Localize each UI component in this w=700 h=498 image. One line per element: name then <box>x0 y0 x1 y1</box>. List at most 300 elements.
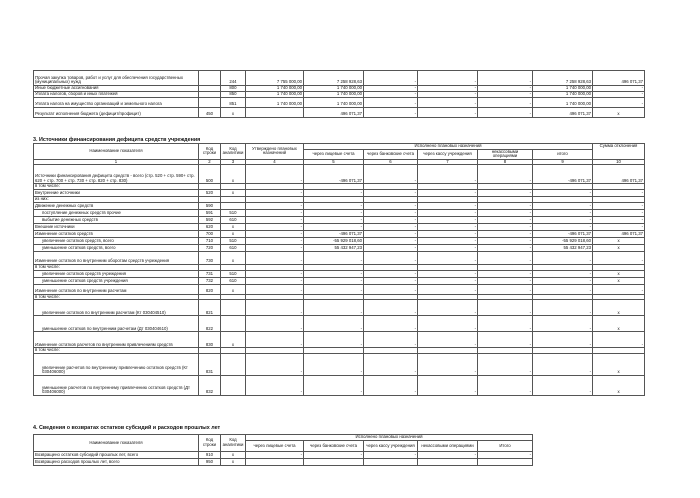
table-cell: - <box>364 277 418 284</box>
table-row <box>34 237 645 244</box>
table-cell: в том числе: <box>34 264 199 270</box>
table-cell: 450 <box>199 108 221 118</box>
table-cell: - <box>418 223 478 230</box>
table-cell: из них: <box>34 196 199 202</box>
table-cell: x <box>593 375 645 395</box>
table-cell: - <box>418 375 478 395</box>
table-cell: - <box>418 277 478 284</box>
table-cell: - <box>593 98 645 108</box>
table-cell: - <box>304 284 364 294</box>
table-cell: - <box>246 277 304 284</box>
table-cell: - <box>478 316 533 332</box>
table-cell: - <box>364 209 418 216</box>
table-cell: - <box>246 452 304 459</box>
table-cell: 1 740 000,00 <box>533 92 593 98</box>
table-cell: - <box>478 270 533 277</box>
table-cell: - <box>364 244 418 251</box>
table-cell: - <box>478 284 533 294</box>
table-cell: 510 <box>221 209 246 216</box>
table-cell: x <box>221 459 246 466</box>
table-cell: - <box>533 209 593 216</box>
table-cell: 7 258 928,63 <box>533 71 593 86</box>
table-cell: 822 <box>199 316 221 332</box>
table-cell: - <box>418 244 478 251</box>
table-cell: 496 071,37 <box>593 71 645 86</box>
table-cell: -496 071,37 <box>304 230 364 237</box>
table-cell: 500 <box>199 165 221 184</box>
table-cell: 732 <box>199 277 221 284</box>
table-cell: - <box>246 209 304 216</box>
table-cell: - <box>364 92 418 98</box>
table-cell: - <box>364 237 418 244</box>
table-cell: - <box>418 202 478 209</box>
col-header-non-cash: некассовыми операциями <box>418 441 478 452</box>
col-header-total: итого <box>533 149 593 159</box>
table-row <box>34 165 645 184</box>
table-cell: - <box>304 316 364 332</box>
table-row <box>34 71 645 86</box>
table-cell: - <box>478 71 533 86</box>
col-number: 9 <box>533 159 593 165</box>
table-cell: - <box>364 353 418 375</box>
table-cell: Источники финансирования дефицита средств - всего (стр. 520 + стр. 590+ стр. 620 + стр. 700 + стр. 730 + стр. 820 + стр. 830) <box>34 165 199 184</box>
table-cell: - <box>478 216 533 223</box>
table-cell: Движение денежных средств <box>34 202 199 209</box>
col-header-name: Наименование показателя <box>34 435 199 452</box>
table-cell: - <box>478 202 533 209</box>
col-header-personal-accounts: через лицевые счета <box>246 441 304 452</box>
table-cell: 7 755 000,00 <box>246 71 304 86</box>
table-cell: 610 <box>221 216 246 223</box>
table-cell: - <box>593 216 645 223</box>
table-cell: - <box>478 98 533 108</box>
table-cell: - <box>246 237 304 244</box>
table-cell: - <box>478 251 533 264</box>
table-cell: 830 <box>199 332 221 348</box>
col-header-non-cash: некассовыми операциями <box>478 149 533 159</box>
table-cell: 1 740 000,00 <box>533 86 593 92</box>
table-cell: x <box>221 165 246 184</box>
table-row <box>34 277 645 284</box>
table-row <box>34 375 645 395</box>
table-cell <box>221 353 246 375</box>
table-cell: - <box>246 251 304 264</box>
col-number: 6 <box>364 159 418 165</box>
table-cell <box>221 316 246 332</box>
col-number: 8 <box>478 159 533 165</box>
table-cell: - <box>246 223 304 230</box>
col-header-deviation: Сумма отклонения <box>593 144 645 160</box>
table-cell <box>478 459 533 466</box>
table-cell <box>418 459 478 466</box>
table-cell: поступление денежных средств прочие <box>34 209 199 216</box>
table-cell: x <box>221 452 246 459</box>
table-cell: - <box>593 332 645 348</box>
table-cell: - <box>246 284 304 294</box>
table-cell: - <box>478 209 533 216</box>
table-cell: - <box>533 316 593 332</box>
table-cell: 592 <box>199 216 221 223</box>
table-cell: - <box>418 216 478 223</box>
table-cell: - <box>246 216 304 223</box>
table-cell: - <box>418 209 478 216</box>
table-cell: Изменение остатков по внутренним расчетам <box>34 284 199 294</box>
table-cell: - <box>593 202 645 209</box>
table-row <box>34 189 645 196</box>
table-cell: - <box>364 300 418 316</box>
table-row <box>34 251 645 264</box>
table-cell: - <box>304 189 364 196</box>
table-cell: - <box>364 332 418 348</box>
table-cell: - <box>246 353 304 375</box>
table-cell: - <box>418 71 478 86</box>
table-cell <box>199 98 221 108</box>
table-cell: 510 <box>221 270 246 277</box>
table-cell: - <box>533 300 593 316</box>
table-cell: - <box>593 92 645 98</box>
col-header-total: Итого <box>478 441 533 452</box>
table-cell: уменьшение расчетов по внутреннему привлечению остатков средств (Дт 030406000) <box>34 375 199 395</box>
table-cell: x <box>221 108 246 118</box>
table-cell: - <box>478 375 533 395</box>
table-cell: - <box>533 189 593 196</box>
table-row <box>34 452 533 459</box>
table-cell: - <box>478 165 533 184</box>
col-header-line-code: Код строки <box>199 435 221 452</box>
table-cell: - <box>593 86 645 92</box>
table-cell: 55 432 947,23 <box>533 244 593 251</box>
table-cell <box>221 202 246 209</box>
col-number: 2 <box>199 159 221 165</box>
table-cell: Уплата налога на имущество организаций и земельного налога <box>34 98 199 108</box>
table-cell: - <box>246 202 304 209</box>
table-cell <box>221 375 246 395</box>
table-cell: x <box>221 251 246 264</box>
table-cell: - <box>304 251 364 264</box>
table-cell: - <box>478 353 533 375</box>
table-cell: - <box>418 98 478 108</box>
table-cell: 910 <box>199 452 221 459</box>
table-cell: - <box>304 223 364 230</box>
table-cell: - <box>364 270 418 277</box>
table-cell: - <box>246 189 304 196</box>
table-cell: 1 740 000,00 <box>246 86 304 92</box>
table-cell: - <box>478 230 533 237</box>
table-cell: Изменение остатков расчетов по внутренним привлечениям средств <box>34 332 199 348</box>
table-cell: - <box>418 332 478 348</box>
table-cell: x <box>221 189 246 196</box>
table-cell: - <box>478 452 533 459</box>
table-row <box>34 316 645 332</box>
col-header-analytics-code: Код аналитики <box>221 144 246 160</box>
table-cell: 510 <box>221 237 246 244</box>
table-cell: - <box>478 223 533 230</box>
table-cell: - <box>364 452 418 459</box>
table-cell: - <box>246 270 304 277</box>
table-cell: -496 071,37 <box>533 230 593 237</box>
table-cell: Возвращено расходов прошлых лет, всего <box>34 459 199 466</box>
table-cell: - <box>364 189 418 196</box>
table-cell: Уплата налогов, сборов и иных платежей <box>34 92 199 98</box>
table-cell: - <box>533 277 593 284</box>
table-cell: - <box>418 353 478 375</box>
table-cell: 1 740 000,00 <box>246 92 304 98</box>
table-cell: увеличение остатков по внутренним расчетам (Кт 030404510) <box>34 300 199 316</box>
table-cell: - <box>418 251 478 264</box>
table-cell: x <box>593 353 645 375</box>
table-cell: - <box>364 71 418 86</box>
table-cell: -55 929 018,60 <box>533 237 593 244</box>
table-cell: - <box>304 332 364 348</box>
table-cell: 244 <box>221 71 246 86</box>
col-number: 3 <box>221 159 246 165</box>
col-header-executed-group: Исполнено плановых назначений <box>304 144 593 150</box>
table-row <box>34 230 645 237</box>
table-cell: 610 <box>221 277 246 284</box>
table-cell: 496 071,37 <box>533 108 593 118</box>
table-cell: - <box>246 316 304 332</box>
table-cell: 720 <box>199 244 221 251</box>
table-cell: - <box>533 202 593 209</box>
table-cell: - <box>246 244 304 251</box>
table-cell: 820 <box>199 284 221 294</box>
table-cell <box>246 459 304 466</box>
table-cell: - <box>418 270 478 277</box>
table-cell: увеличение остатков средств, всего <box>34 237 199 244</box>
table-cell: - <box>533 375 593 395</box>
table-row <box>34 108 645 118</box>
table-cell: - <box>364 223 418 230</box>
table-cell: - <box>364 108 418 118</box>
table-cell: - <box>304 202 364 209</box>
col-header-approved: Утверждено плановых назначений <box>246 144 304 160</box>
table-cell: - <box>304 353 364 375</box>
table-cell: - <box>304 277 364 284</box>
table-cell: - <box>418 189 478 196</box>
table-cell: 800 <box>221 86 246 92</box>
table-cell: - <box>364 202 418 209</box>
table-cell: Иные бюджетные ассигнования <box>34 86 199 92</box>
table-cell: x <box>221 284 246 294</box>
table-cell: 730 <box>199 251 221 264</box>
table-cell: 610 <box>221 244 246 251</box>
table-cell: - <box>593 251 645 264</box>
table-cell: 731 <box>199 270 221 277</box>
table-cell: - <box>533 284 593 294</box>
table-cell: - <box>418 86 478 92</box>
table-cell: x <box>221 332 246 348</box>
table-row <box>34 223 645 230</box>
table-cell: x <box>593 270 645 277</box>
table-cell: Результат исполнения бюджета (дефицит/профицит) <box>34 108 199 118</box>
table-cell: 496 071,37 <box>304 108 364 118</box>
table-cell: - <box>593 223 645 230</box>
table-cell: - <box>478 244 533 251</box>
table-cell: - <box>418 108 478 118</box>
table-cell: -496 071,37 <box>533 165 593 184</box>
table-cell: - <box>478 237 533 244</box>
table-cell: уменьшение остатков средств учреждения <box>34 277 199 284</box>
table-cell: x <box>593 277 645 284</box>
table-cell: 710 <box>199 237 221 244</box>
table-cell: 821 <box>199 300 221 316</box>
table-cell: - <box>533 223 593 230</box>
deficit-sources-table <box>33 143 645 396</box>
section3-title: 3. Источники финансирования дефицита средств учреждения <box>33 137 201 143</box>
table-cell: - <box>364 251 418 264</box>
table-cell <box>221 300 246 316</box>
table-cell: - <box>304 270 364 277</box>
table-cell <box>304 459 364 466</box>
table-row <box>34 244 645 251</box>
table-cell <box>364 459 418 466</box>
table-cell: - <box>304 452 364 459</box>
table-cell: - <box>478 108 533 118</box>
table-cell: - <box>304 209 364 216</box>
table-cell: увеличение остатков средств учреждения <box>34 270 199 277</box>
table-cell: x <box>593 108 645 118</box>
table-cell: - <box>593 189 645 196</box>
table-cell: x <box>221 230 246 237</box>
table-cell: 850 <box>221 92 246 98</box>
table-cell: - <box>418 284 478 294</box>
table-cell: - <box>364 216 418 223</box>
table-cell: - <box>418 452 478 459</box>
table-cell: - <box>418 300 478 316</box>
table-cell: - <box>246 332 304 348</box>
col-header-analytics-code: Код аналитики <box>221 435 246 452</box>
table-cell: - <box>478 189 533 196</box>
table-cell: - <box>593 209 645 216</box>
col-header-cash-desk: через кассу учреждения <box>364 441 418 452</box>
col-number: 1 <box>34 159 199 165</box>
section4-title: 4. Сведения о возвратах остатков субсидий и расходов прошлых лет <box>33 425 221 431</box>
table-cell <box>246 108 304 118</box>
table-cell: - <box>246 165 304 184</box>
col-number: 10 <box>593 159 645 165</box>
col-header-bank-accounts: через банковские счета <box>364 149 418 159</box>
table-cell: Внутренние источники <box>34 189 199 196</box>
table-cell: 620 <box>199 223 221 230</box>
table-cell: x <box>593 316 645 332</box>
table-cell <box>199 71 221 86</box>
table-cell: x <box>593 300 645 316</box>
table-cell: - <box>364 375 418 395</box>
col-header-bank-accounts: через банковские счета <box>304 441 364 452</box>
table-row <box>34 209 645 216</box>
table-cell: Изменение остатков средств <box>34 230 199 237</box>
table-cell: 950 <box>199 459 221 466</box>
table-row <box>34 459 533 466</box>
table-cell: - <box>418 92 478 98</box>
table-cell: 700 <box>199 230 221 237</box>
table-row <box>34 353 645 375</box>
col-header-line-code: Код строки <box>199 144 221 160</box>
table-cell: - <box>246 300 304 316</box>
table-cell: - <box>246 375 304 395</box>
table-cell: - <box>418 316 478 332</box>
table-cell: - <box>364 316 418 332</box>
col-header-personal-accounts: через лицевые счета <box>304 149 364 159</box>
col-header-executed-group: Исполнено плановых назначений <box>246 435 533 441</box>
table-cell: - <box>364 230 418 237</box>
table-cell: в том числе: <box>34 348 199 354</box>
table-cell: Возвращено остатков субсидий прошлых лет, всего <box>34 452 199 459</box>
col-number: 7 <box>418 159 478 165</box>
table-cell: - <box>533 353 593 375</box>
table-cell: 1 740 000,00 <box>246 98 304 108</box>
table-cell: - <box>478 92 533 98</box>
table-cell: -496 071,37 <box>304 165 364 184</box>
table-cell: - <box>418 165 478 184</box>
table-row <box>34 332 645 348</box>
table-cell: - <box>533 216 593 223</box>
table-cell: уменьшение остатков по внутренним расчетам (Дт 030404610) <box>34 316 199 332</box>
refunds-table <box>33 434 533 466</box>
table-cell: 496 071,37 <box>593 165 645 184</box>
table-cell: 832 <box>199 375 221 395</box>
table-cell: в том числе: <box>34 294 199 300</box>
table-cell: 7 258 928,63 <box>304 71 364 86</box>
table-cell: 591 <box>199 209 221 216</box>
col-number: 4 <box>246 159 304 165</box>
table-cell: - <box>478 277 533 284</box>
table-cell: Внешние источники <box>34 223 199 230</box>
table-row <box>34 216 645 223</box>
expenses-continuation-table <box>33 70 645 118</box>
col-header-cash-desk: через кассу учреждения <box>418 149 478 159</box>
table-cell: - <box>364 284 418 294</box>
table-cell: 496 071,37 <box>593 230 645 237</box>
table-cell: - <box>304 216 364 223</box>
table-cell: - <box>304 375 364 395</box>
table-cell: 1 740 000,00 <box>304 92 364 98</box>
table-cell: -55 929 018,60 <box>304 237 364 244</box>
table-row <box>34 300 645 316</box>
table-cell: - <box>246 230 304 237</box>
table-cell: - <box>533 332 593 348</box>
table-cell: увеличение расчетов по внутреннему привлечению остатков средств (Кт 030406000) <box>34 353 199 375</box>
table-cell: - <box>533 251 593 264</box>
table-cell: выбытие денежных средств <box>34 216 199 223</box>
col-header-name: Наименование показателя <box>34 144 199 160</box>
table-cell: - <box>364 86 418 92</box>
table-cell: - <box>478 332 533 348</box>
table-row <box>34 202 645 209</box>
table-cell: Изменение остатков по внутренним оборотам средств учреждения <box>34 251 199 264</box>
table-cell: - <box>478 300 533 316</box>
table-cell: 590 <box>199 202 221 209</box>
table-cell: 55 432 947,23 <box>304 244 364 251</box>
table-cell: в том числе: <box>34 184 199 190</box>
table-cell: 1 740 000,00 <box>304 98 364 108</box>
table-cell: x <box>593 237 645 244</box>
table-cell: 1 740 000,00 <box>304 86 364 92</box>
table-cell: 1 740 000,00 <box>533 98 593 108</box>
table-cell: x <box>593 244 645 251</box>
table-cell: x <box>221 223 246 230</box>
table-cell: 851 <box>221 98 246 108</box>
table-cell: - <box>593 284 645 294</box>
table-cell: уменьшение остатков средств, всего <box>34 244 199 251</box>
table-row <box>34 270 645 277</box>
table-row <box>34 98 645 108</box>
table-cell: - <box>478 86 533 92</box>
col-number: 5 <box>304 159 364 165</box>
table-cell: - <box>418 230 478 237</box>
table-cell: 520 <box>199 189 221 196</box>
table-cell: - <box>533 270 593 277</box>
